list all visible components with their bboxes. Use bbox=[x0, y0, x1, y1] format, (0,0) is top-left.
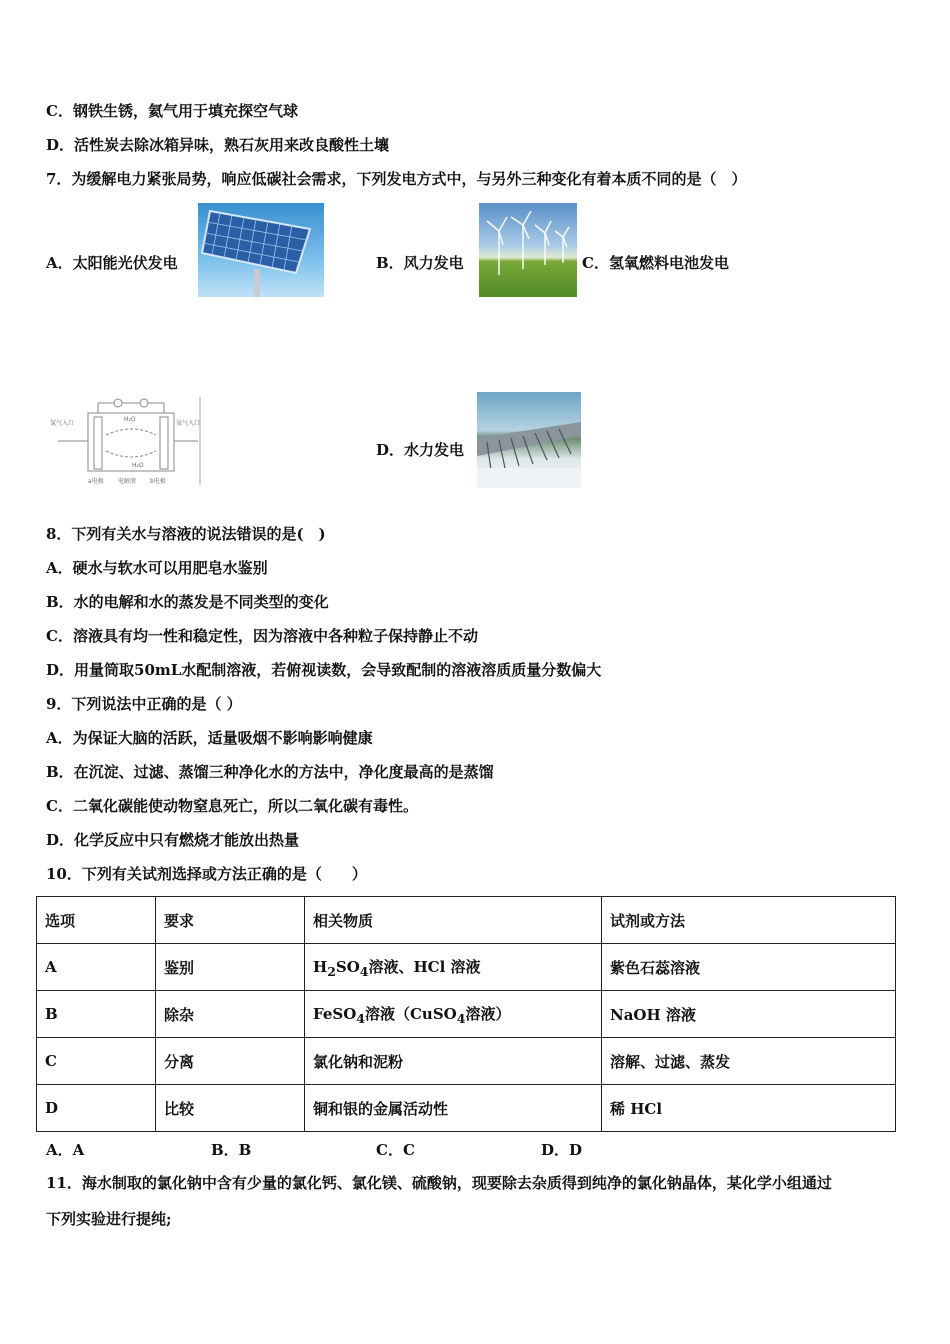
hydropower-dam-image bbox=[477, 392, 581, 488]
formula-part: 溶液（CuSO bbox=[364, 1004, 457, 1023]
fuel-cell-diagram bbox=[48, 395, 204, 487]
table-header-cell: 试剂或方法 bbox=[602, 897, 896, 944]
wind-turbine-image bbox=[479, 203, 577, 297]
q9-option-d: D．化学反应中只有燃烧才能放出热量 bbox=[46, 831, 300, 849]
question-9: 9．下列说法中正确的是（ ） bbox=[46, 695, 242, 713]
q9-option-b: B．在沉淀、过滤、蒸馏三种净化水的方法中，净化度最高的是蒸馏 bbox=[46, 763, 494, 781]
subscript: 4 bbox=[456, 1010, 466, 1026]
q9-option-a: A．为保证大脑的活跃，适量吸烟不影响影响健康 bbox=[46, 729, 373, 747]
table-cell: NaOH 溶液 bbox=[602, 991, 896, 1038]
question-11-line-1: 11．海水制取的氯化钠中含有少量的氯化钙、氯化镁、硫酸钠，现要除去杂质得到纯净的氯化钠晶体，某化学小组通过 bbox=[46, 1174, 832, 1192]
q8-option-a: A．硬水与软水可以用肥皂水鉴别 bbox=[46, 559, 268, 577]
table-header-cell: 要求 bbox=[156, 897, 305, 944]
question-10: 10．下列有关试剂选择或方法正确的是（ ） bbox=[46, 865, 367, 883]
table-row bbox=[37, 1085, 896, 1132]
q7-option-b: B．风力发电 bbox=[376, 254, 464, 272]
q8-option-b: B．水的电解和水的蒸发是不同类型的变化 bbox=[46, 593, 329, 611]
table-row bbox=[37, 991, 896, 1038]
question-8: 8．下列有关水与溶液的说法错误的是( ) bbox=[46, 525, 326, 543]
diagram-top-label: H₂O bbox=[124, 416, 136, 423]
q7-option-a: A．太阳能光伏发电 bbox=[46, 254, 178, 272]
table-cell: C bbox=[37, 1038, 156, 1085]
option-d-text: D．活性炭去除冰箱异味，熟石灰用来改良酸性土壤 bbox=[46, 136, 390, 154]
diagram-mid-label: H₂O bbox=[132, 462, 144, 469]
table-cell: 紫色石蕊溶液 bbox=[602, 944, 896, 991]
question-7: 7．为缓解电力紧张局势，响应低碳社会需求，下列发电方式中，与另外三种变化有着本质不同的是（ ） bbox=[46, 170, 747, 188]
table-cell: 除杂 bbox=[156, 991, 305, 1038]
formula-part: H bbox=[313, 957, 328, 976]
diagram-bottom-label-a: a电极 bbox=[88, 478, 104, 485]
table-cell: 铜和银的金属活动性 bbox=[305, 1085, 602, 1132]
table-cell: 稀 HCl bbox=[602, 1085, 896, 1132]
q10-choice-a: A．A bbox=[46, 1141, 85, 1159]
table-cell: 分离 bbox=[156, 1038, 305, 1085]
formula-part: 溶液） bbox=[465, 1004, 511, 1023]
q9-option-c: C．二氧化碳能使动物窒息死亡，所以二氧化碳有毒性。 bbox=[46, 797, 418, 815]
q7-option-c: C．氢氧燃料电池发电 bbox=[582, 254, 729, 272]
subscript: 4 bbox=[356, 1010, 365, 1026]
table-row bbox=[37, 944, 896, 991]
subscript: 4 bbox=[359, 963, 369, 979]
solar-panel-image bbox=[198, 203, 324, 297]
formula-part: SO bbox=[335, 957, 360, 976]
table-cell: A bbox=[37, 944, 156, 991]
table-cell: 氯化钠和泥粉 bbox=[305, 1038, 602, 1085]
diagram-left-label: 氢气入口 bbox=[50, 420, 75, 427]
table-header-cell: 选项 bbox=[37, 897, 156, 944]
q8-option-d: D．用量筒取50mL水配制溶液，若俯视读数，会导致配制的溶液溶质质量分数偏大 bbox=[46, 661, 602, 679]
q10-choice-c: C．C bbox=[376, 1141, 415, 1159]
diagram-right-label: 氧气入口 bbox=[176, 420, 201, 427]
q8-option-c: C．溶液具有均一性和稳定性，因为溶液中各种粒子保持静止不动 bbox=[46, 627, 478, 645]
formula-part: 溶液、HCl 溶液 bbox=[368, 957, 481, 976]
diagram-bottom-label-electrolyte: 电解液 bbox=[118, 478, 137, 485]
table-header-cell: 相关物质 bbox=[305, 897, 602, 944]
table-cell bbox=[305, 944, 602, 991]
q10-choice-d: D．D bbox=[541, 1141, 583, 1159]
q7-option-d: D．水力发电 bbox=[376, 441, 465, 459]
table-cell: B bbox=[37, 991, 156, 1038]
q10-choice-b: B．B bbox=[211, 1141, 252, 1159]
diagram-bottom-label-b: b电极 bbox=[150, 478, 166, 485]
table-cell bbox=[305, 991, 602, 1038]
table-row bbox=[37, 1038, 896, 1085]
q10-table bbox=[36, 896, 896, 1132]
subscript: 2 bbox=[327, 963, 336, 979]
table-cell: 比较 bbox=[156, 1085, 305, 1132]
table-cell: D bbox=[37, 1085, 156, 1132]
table-header-row bbox=[37, 897, 896, 944]
table-cell: 溶解、过滤、蒸发 bbox=[602, 1038, 896, 1085]
question-11-line-2: 下列实验进行提纯; bbox=[46, 1210, 172, 1228]
formula-part: FeSO bbox=[313, 1004, 357, 1023]
option-c-text: C．钢铁生锈，氦气用于填充探空气球 bbox=[46, 102, 298, 120]
table-cell: 鉴别 bbox=[156, 944, 305, 991]
